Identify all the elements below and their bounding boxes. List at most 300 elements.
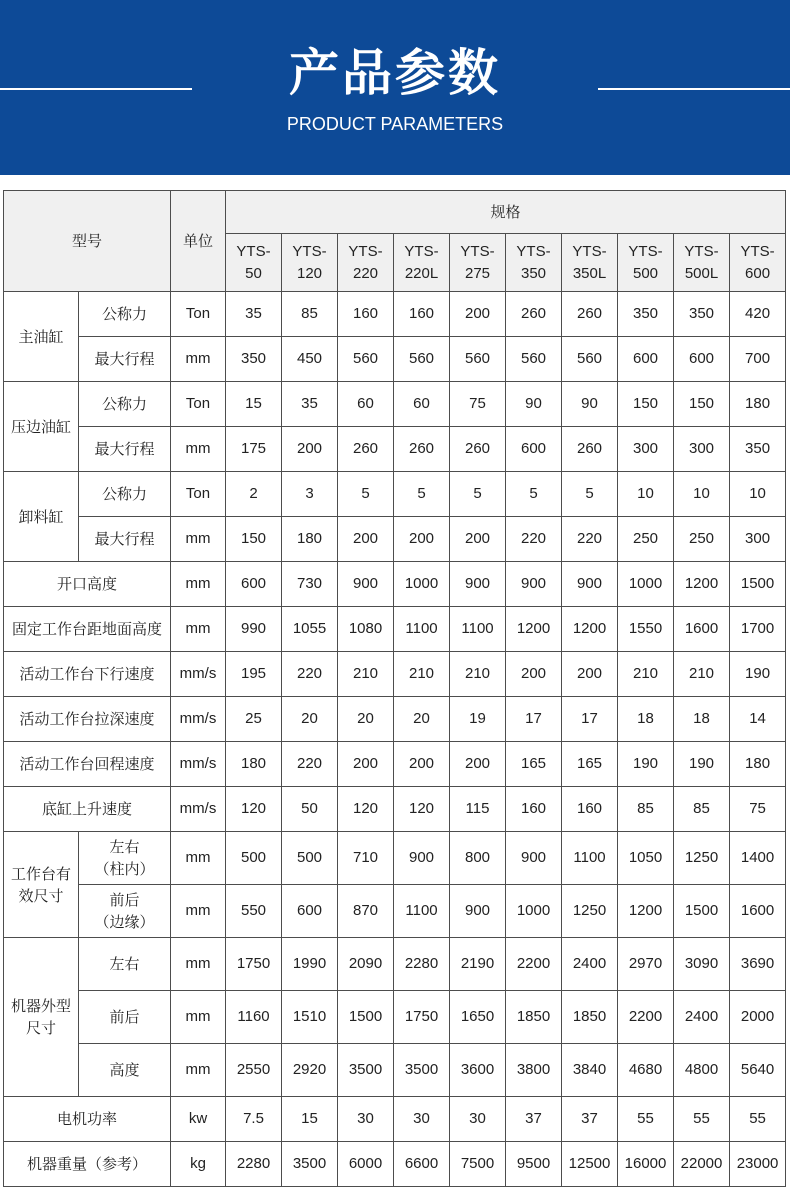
value-cell: 220 — [562, 517, 618, 562]
sub-label — [79, 517, 171, 562]
value-cell: 730 — [282, 562, 338, 607]
value-cell: 19 — [450, 697, 506, 742]
value-cell: 210 — [450, 652, 506, 697]
value-cell: 195 — [226, 652, 282, 697]
value-cell: 300 — [618, 427, 674, 472]
value-cell: 15 — [282, 1097, 338, 1142]
value-cell: 180 — [226, 742, 282, 787]
value-cell: 1990 — [282, 938, 338, 991]
model-name-line: YTS- — [516, 242, 551, 260]
sub-label-line: 最大行程 — [94, 350, 155, 368]
value-cell: 50 — [282, 787, 338, 832]
value-cell: 1100 — [562, 832, 618, 885]
value-cell: 210 — [394, 652, 450, 697]
table-row — [4, 938, 786, 991]
value-cell: 200 — [338, 517, 394, 562]
model-name-line: 350 — [521, 264, 547, 282]
value-cell: 17 — [506, 697, 562, 742]
value-cell: 2090 — [338, 938, 394, 991]
value-cell: 600 — [618, 337, 674, 382]
value-cell: 10 — [730, 472, 786, 517]
value-cell: 3500 — [394, 1044, 450, 1097]
value-cell: 900 — [338, 562, 394, 607]
value-cell: 20 — [338, 697, 394, 742]
value-cell: 55 — [674, 1097, 730, 1142]
value-cell: 30 — [394, 1097, 450, 1142]
value-cell: 450 — [282, 337, 338, 382]
value-cell: 900 — [506, 832, 562, 885]
unit-cell: Ton — [171, 292, 226, 337]
value-cell: 2000 — [730, 991, 786, 1044]
model-name — [394, 234, 450, 292]
value-cell: 600 — [282, 885, 338, 938]
value-cell: 900 — [394, 832, 450, 885]
value-cell: 710 — [338, 832, 394, 885]
unit-cell: mm — [171, 562, 226, 607]
model-name-line: 220 — [353, 264, 379, 282]
group-label — [4, 472, 79, 562]
value-cell: 180 — [282, 517, 338, 562]
value-cell: 250 — [618, 517, 674, 562]
value-cell: 260 — [562, 427, 618, 472]
value-cell: 990 — [226, 607, 282, 652]
value-cell: 12500 — [562, 1142, 618, 1187]
value-cell: 1000 — [394, 562, 450, 607]
table-row — [4, 697, 786, 742]
value-cell: 1100 — [394, 607, 450, 652]
value-cell: 85 — [674, 787, 730, 832]
value-cell: 420 — [730, 292, 786, 337]
value-cell: 160 — [394, 292, 450, 337]
unit-cell: Ton — [171, 382, 226, 427]
table-row — [4, 832, 786, 885]
value-cell: 18 — [618, 697, 674, 742]
model-name-line: 275 — [465, 264, 491, 282]
value-cell: 37 — [506, 1097, 562, 1142]
value-cell: 220 — [506, 517, 562, 562]
value-cell: 2190 — [450, 938, 506, 991]
value-cell: 150 — [618, 382, 674, 427]
value-cell: 175 — [226, 427, 282, 472]
sub-label-line: 公称力 — [102, 485, 148, 503]
value-cell: 35 — [226, 292, 282, 337]
sub-label-line: （柱内） — [94, 860, 155, 878]
page-subtitle: PRODUCT PARAMETERS — [286, 114, 504, 134]
value-cell: 5 — [338, 472, 394, 517]
row-label: 活动工作台回程速度 — [4, 742, 171, 787]
model-name-line: 350L — [572, 264, 607, 282]
value-cell: 1200 — [562, 607, 618, 652]
model-name — [506, 234, 562, 292]
value-cell: 700 — [730, 337, 786, 382]
value-cell: 300 — [730, 517, 786, 562]
value-cell: 165 — [562, 742, 618, 787]
value-cell: 1050 — [618, 832, 674, 885]
table-row — [4, 742, 786, 787]
value-cell: 1400 — [730, 832, 786, 885]
value-cell: 210 — [338, 652, 394, 697]
value-cell: 200 — [506, 652, 562, 697]
value-cell: 5 — [450, 472, 506, 517]
value-cell: 15 — [226, 382, 282, 427]
value-cell: 1250 — [562, 885, 618, 938]
unit-cell: kw — [171, 1097, 226, 1142]
group-label-line: 效尺寸 — [18, 886, 64, 905]
value-cell: 1200 — [506, 607, 562, 652]
value-cell: 3500 — [338, 1044, 394, 1097]
value-cell: 160 — [506, 787, 562, 832]
unit-cell: mm — [171, 337, 226, 382]
value-cell: 23000 — [730, 1142, 786, 1187]
table-row — [4, 382, 786, 427]
table-row — [4, 517, 786, 562]
row-label: 底缸上升速度 — [4, 787, 171, 832]
value-cell: 165 — [506, 742, 562, 787]
value-cell: 9500 — [506, 1142, 562, 1187]
group-label-line: 主油缸 — [18, 327, 64, 346]
group-label — [4, 382, 79, 472]
unit-cell: mm — [171, 991, 226, 1044]
value-cell: 1160 — [226, 991, 282, 1044]
unit-cell: kg — [171, 1142, 226, 1187]
value-cell: 1500 — [674, 885, 730, 938]
value-cell: 200 — [450, 517, 506, 562]
model-name-line: 500L — [684, 264, 719, 282]
value-cell: 37 — [562, 1097, 618, 1142]
row-label: 开口高度 — [4, 562, 171, 607]
table-row — [4, 427, 786, 472]
value-cell: 5 — [394, 472, 450, 517]
unit-cell: mm — [171, 938, 226, 991]
value-cell: 560 — [450, 337, 506, 382]
sub-label — [79, 938, 171, 991]
value-cell: 7.5 — [226, 1097, 282, 1142]
group-label-line: 卸料缸 — [18, 507, 64, 526]
value-cell: 1250 — [674, 832, 730, 885]
sub-label-line: 公称力 — [102, 395, 148, 413]
group-label-line: 尺寸 — [25, 1019, 56, 1037]
value-cell: 90 — [562, 382, 618, 427]
spec-header: 规格 — [226, 191, 786, 234]
value-cell: 200 — [282, 427, 338, 472]
value-cell: 600 — [674, 337, 730, 382]
value-cell: 1650 — [450, 991, 506, 1044]
value-cell: 115 — [450, 787, 506, 832]
sub-label-line: 前后 — [109, 891, 140, 909]
value-cell: 35 — [282, 382, 338, 427]
value-cell: 60 — [394, 382, 450, 427]
model-name-line: YTS- — [292, 242, 327, 260]
value-cell: 85 — [282, 292, 338, 337]
value-cell: 550 — [226, 885, 282, 938]
sub-label-line: 最大行程 — [94, 440, 155, 458]
value-cell: 20 — [394, 697, 450, 742]
model-name — [674, 234, 730, 292]
value-cell: 600 — [226, 562, 282, 607]
model-name-line: 120 — [297, 264, 323, 282]
value-cell: 350 — [618, 292, 674, 337]
value-cell: 260 — [338, 427, 394, 472]
value-cell: 600 — [506, 427, 562, 472]
model-name — [618, 234, 674, 292]
value-cell: 1500 — [730, 562, 786, 607]
value-cell: 1700 — [730, 607, 786, 652]
value-cell: 300 — [674, 427, 730, 472]
table-row — [4, 1142, 786, 1187]
value-cell: 1200 — [618, 885, 674, 938]
model-name — [226, 234, 282, 292]
sub-label — [79, 991, 171, 1044]
value-cell: 870 — [338, 885, 394, 938]
sub-label — [79, 1044, 171, 1097]
sub-label-line: 左右 — [109, 955, 140, 973]
sub-label — [79, 427, 171, 472]
value-cell: 260 — [394, 427, 450, 472]
unit-cell: mm/s — [171, 787, 226, 832]
value-cell: 2280 — [394, 938, 450, 991]
unit-cell: mm — [171, 1044, 226, 1097]
value-cell: 200 — [562, 652, 618, 697]
model-name — [450, 234, 506, 292]
value-cell: 6600 — [394, 1142, 450, 1187]
value-cell: 3690 — [730, 938, 786, 991]
value-cell: 210 — [618, 652, 674, 697]
model-name-line: YTS- — [404, 242, 439, 260]
unit-cell: mm — [171, 885, 226, 938]
value-cell: 220 — [282, 652, 338, 697]
value-cell: 1850 — [506, 991, 562, 1044]
value-cell: 75 — [730, 787, 786, 832]
value-cell: 1100 — [450, 607, 506, 652]
value-cell: 90 — [506, 382, 562, 427]
value-cell: 260 — [450, 427, 506, 472]
value-cell: 1850 — [562, 991, 618, 1044]
value-cell: 160 — [562, 787, 618, 832]
model-name — [282, 234, 338, 292]
value-cell: 1500 — [338, 991, 394, 1044]
value-cell: 1000 — [618, 562, 674, 607]
table-row — [4, 472, 786, 517]
value-cell: 180 — [730, 382, 786, 427]
page-title: 产品参数 — [289, 44, 501, 102]
value-cell: 200 — [338, 742, 394, 787]
value-cell: 150 — [226, 517, 282, 562]
model-name — [730, 234, 786, 292]
unit-cell: mm — [171, 832, 226, 885]
value-cell: 210 — [674, 652, 730, 697]
value-cell: 18 — [674, 697, 730, 742]
value-cell: 150 — [674, 382, 730, 427]
value-cell: 2200 — [618, 991, 674, 1044]
value-cell: 3840 — [562, 1044, 618, 1097]
sub-label-line: （边缘） — [94, 913, 155, 931]
value-cell: 20 — [282, 697, 338, 742]
value-cell: 350 — [674, 292, 730, 337]
value-cell: 560 — [338, 337, 394, 382]
value-cell: 200 — [394, 742, 450, 787]
group-label-line: 压边油缸 — [10, 417, 71, 436]
value-cell: 1600 — [730, 885, 786, 938]
value-cell: 2400 — [562, 938, 618, 991]
value-cell: 560 — [562, 337, 618, 382]
model-name — [338, 234, 394, 292]
value-cell: 350 — [226, 337, 282, 382]
unit-cell: mm — [171, 607, 226, 652]
value-cell: 560 — [394, 337, 450, 382]
value-cell: 120 — [226, 787, 282, 832]
value-cell: 10 — [674, 472, 730, 517]
value-cell: 260 — [562, 292, 618, 337]
value-cell: 1750 — [226, 938, 282, 991]
model-name-line: YTS- — [348, 242, 383, 260]
value-cell: 1200 — [674, 562, 730, 607]
value-cell: 10 — [618, 472, 674, 517]
value-cell: 1600 — [674, 607, 730, 652]
value-cell: 220 — [282, 742, 338, 787]
sub-label — [79, 337, 171, 382]
value-cell: 6000 — [338, 1142, 394, 1187]
sub-label — [79, 292, 171, 337]
table-row — [4, 1044, 786, 1097]
value-cell: 55 — [730, 1097, 786, 1142]
value-cell: 2550 — [226, 1044, 282, 1097]
value-cell: 190 — [674, 742, 730, 787]
sub-label — [79, 382, 171, 427]
value-cell: 1080 — [338, 607, 394, 652]
model-name-line: 50 — [245, 264, 262, 282]
value-cell: 1000 — [506, 885, 562, 938]
group-label — [4, 292, 79, 382]
table-row — [4, 787, 786, 832]
parameters-table — [3, 190, 786, 1187]
unit-header: 单位 — [171, 191, 226, 292]
table-row — [4, 1097, 786, 1142]
value-cell: 200 — [450, 292, 506, 337]
value-cell: 3 — [282, 472, 338, 517]
value-cell: 250 — [674, 517, 730, 562]
table-row — [4, 991, 786, 1044]
value-cell: 900 — [506, 562, 562, 607]
group-label — [4, 832, 79, 938]
table-row — [4, 652, 786, 697]
sub-label-line: 左右 — [109, 838, 140, 856]
value-cell: 900 — [562, 562, 618, 607]
value-cell: 120 — [394, 787, 450, 832]
sub-label-line: 最大行程 — [94, 530, 155, 548]
value-cell: 60 — [338, 382, 394, 427]
value-cell: 500 — [226, 832, 282, 885]
value-cell: 4680 — [618, 1044, 674, 1097]
value-cell: 190 — [730, 652, 786, 697]
value-cell: 3800 — [506, 1044, 562, 1097]
table-row — [4, 607, 786, 652]
value-cell: 3500 — [282, 1142, 338, 1187]
value-cell: 85 — [618, 787, 674, 832]
value-cell: 2 — [226, 472, 282, 517]
model-name-line: YTS- — [684, 242, 719, 260]
value-cell: 14 — [730, 697, 786, 742]
row-label: 电机功率 — [4, 1097, 171, 1142]
value-cell: 900 — [450, 562, 506, 607]
model-name-line: 220L — [404, 264, 439, 282]
model-name-line: YTS- — [236, 242, 271, 260]
value-cell: 350 — [730, 427, 786, 472]
value-cell: 16000 — [618, 1142, 674, 1187]
sub-label — [79, 885, 171, 938]
value-cell: 900 — [450, 885, 506, 938]
unit-cell: mm/s — [171, 697, 226, 742]
value-cell: 1510 — [282, 991, 338, 1044]
model-name — [562, 234, 618, 292]
value-cell: 180 — [730, 742, 786, 787]
value-cell: 160 — [338, 292, 394, 337]
row-label: 活动工作台下行速度 — [4, 652, 171, 697]
value-cell: 3090 — [674, 938, 730, 991]
model-name-line: 600 — [745, 264, 771, 282]
table-row — [4, 337, 786, 382]
sub-label — [79, 832, 171, 885]
model-header: 型号 — [4, 191, 171, 292]
sub-label-line: 前后 — [109, 1008, 140, 1026]
header-row — [4, 191, 786, 234]
value-cell: 120 — [338, 787, 394, 832]
group-label-line: 机器外型 — [10, 997, 71, 1015]
unit-cell: mm — [171, 517, 226, 562]
table-row — [4, 292, 786, 337]
value-cell: 75 — [450, 382, 506, 427]
value-cell: 2200 — [506, 938, 562, 991]
unit-cell: mm/s — [171, 652, 226, 697]
value-cell: 22000 — [674, 1142, 730, 1187]
unit-cell: mm/s — [171, 742, 226, 787]
header-banner — [0, 0, 790, 175]
row-label: 机器重量（参考） — [4, 1142, 171, 1187]
model-name-line: 500 — [633, 264, 659, 282]
table-row — [4, 885, 786, 938]
model-name-line: YTS- — [460, 242, 495, 260]
value-cell: 5 — [562, 472, 618, 517]
sub-label-line: 高度 — [109, 1061, 140, 1079]
model-name-line: YTS- — [572, 242, 607, 260]
value-cell: 200 — [450, 742, 506, 787]
value-cell: 4800 — [674, 1044, 730, 1097]
model-name-line: YTS- — [740, 242, 775, 260]
value-cell: 2920 — [282, 1044, 338, 1097]
value-cell: 2400 — [674, 991, 730, 1044]
group-label-line: 工作台有 — [10, 864, 71, 883]
value-cell: 1750 — [394, 991, 450, 1044]
value-cell: 1550 — [618, 607, 674, 652]
value-cell: 500 — [282, 832, 338, 885]
value-cell: 800 — [450, 832, 506, 885]
model-name-line: YTS- — [628, 242, 663, 260]
value-cell: 260 — [506, 292, 562, 337]
sub-label — [79, 472, 171, 517]
value-cell: 3600 — [450, 1044, 506, 1097]
value-cell: 190 — [618, 742, 674, 787]
unit-cell: mm — [171, 427, 226, 472]
value-cell: 1055 — [282, 607, 338, 652]
value-cell: 7500 — [450, 1142, 506, 1187]
table-row — [4, 562, 786, 607]
value-cell: 2970 — [618, 938, 674, 991]
value-cell: 30 — [450, 1097, 506, 1142]
value-cell: 17 — [562, 697, 618, 742]
unit-cell: Ton — [171, 472, 226, 517]
value-cell: 25 — [226, 697, 282, 742]
row-label: 固定工作台距地面高度 — [4, 607, 171, 652]
value-cell: 200 — [394, 517, 450, 562]
